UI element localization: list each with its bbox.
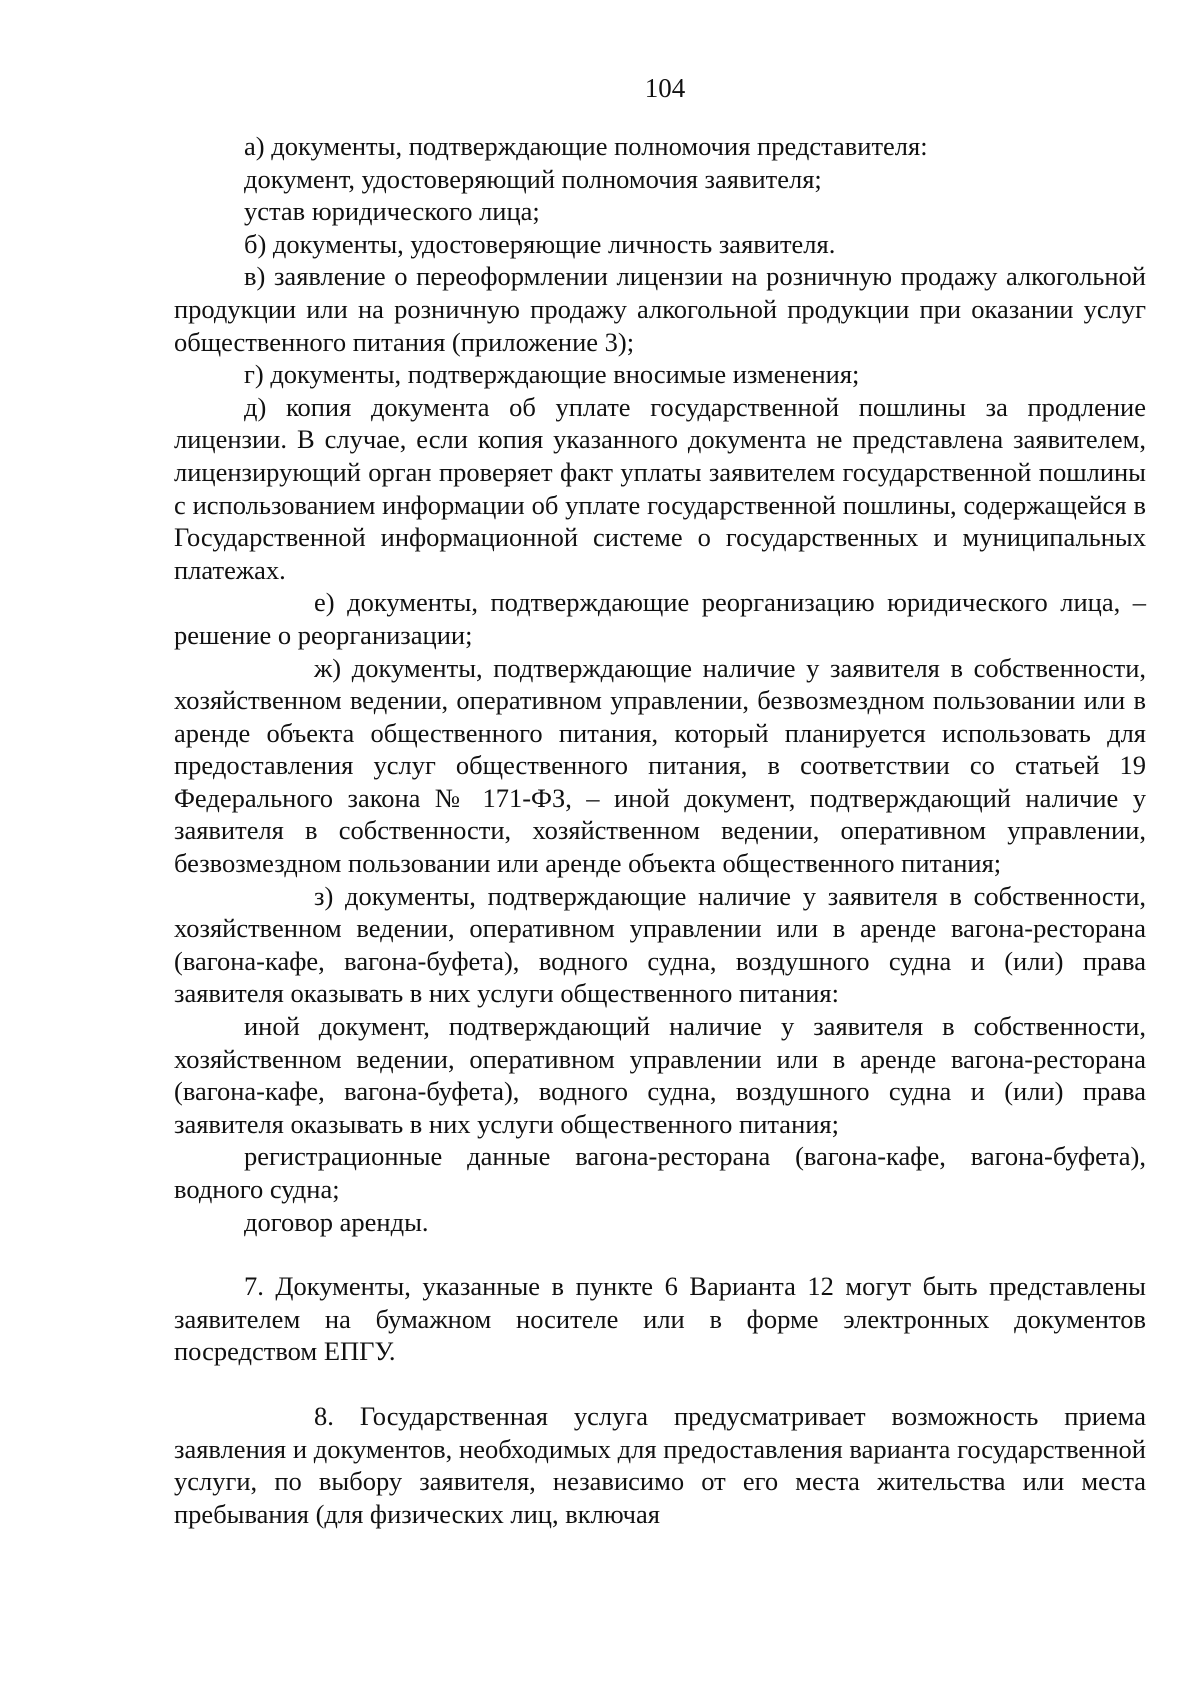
paragraph-8-text: Государственная услуга предусматривает возможность приема заявления и документов, необходимых для предоставления варианта государственной услуги, по выбору заявителя, независимо от его места жительства или места пребывания (для физических лиц, включая bbox=[174, 1400, 1147, 1529]
paragraph-7: 7. Документы, указанные в пункте 6 Варианта 12 могут быть представлены заявителем на бумажном носителе или в форме электронных документов посредством ЕПГУ. bbox=[174, 1271, 1146, 1367]
document-body bbox=[174, 130, 1146, 1530]
paragraph-a: а) документы, подтверждающие полномочия представителя: bbox=[244, 131, 928, 161]
section-gap bbox=[174, 1238, 1146, 1270]
page-number: 104 bbox=[644, 73, 686, 103]
paragraph-e bbox=[174, 586, 1146, 651]
paragraph-v: в) заявление о переоформлении лицензии на розничную продажу алкогольной продукции или на розничную продажу алкогольной продукции при оказании услуг общественного питания (приложение 3); bbox=[174, 261, 1146, 357]
paragraph-zh-marker: ж) bbox=[314, 652, 342, 683]
paragraph-b: б) документы, удостоверяющие личность заявителя. bbox=[244, 228, 836, 259]
paragraph-d: д) копия документа об уплате государственной пошлины за продление лицензии. В случае, если копия указанного документа не представлена заявителем, лицензирующий орган проверяет факт уплаты заявителем государственной пошлины с использованием информации об уплате государственной пошлины, содержащейся в Государственной информационной системе о государственных и муниципальных платежах. bbox=[174, 391, 1146, 585]
paragraph-e-text: документы, подтверждающие реорганизацию юридического лица, – решение о реорганизации; bbox=[174, 587, 1146, 650]
paragraph-z-item-2: регистрационные данные вагона-ресторана (вагона-кафе, вагона-буфета), водного судна; bbox=[174, 1141, 1146, 1204]
paragraph-z-marker: з) bbox=[314, 880, 334, 911]
paragraph-z bbox=[174, 880, 1146, 1010]
paragraph-8 bbox=[174, 1400, 1146, 1530]
paragraph-g: г) документы, подтверждающие вносимые изменения; bbox=[244, 359, 860, 390]
paragraph-z-item-3: договор аренды. bbox=[244, 1206, 429, 1237]
paragraph-z-item-1: иной документ, подтверждающий наличие у заявителя в собственности, хозяйственном ведении, оперативном управлении или в аренде вагона-ресторана (вагона-кафе, вагона-буфета), водного судна, воздушного судна и (или) права заявителя оказывать в них услуги общественного питания; bbox=[174, 1011, 1146, 1139]
paragraph-e-marker: е) bbox=[314, 587, 335, 618]
paragraph-8-marker: 8. bbox=[314, 1400, 334, 1431]
paragraph-zh-text: документы, подтверждающие наличие у заявителя в собственности, хозяйственном ведении, оперативном управлении, безвозмездном пользовании или в аренде объекта общественного питания, который планируется использовать для предоставления услуг общественного питания, в соответствии со статьей 19 Федерального закона № 171-ФЗ, – иной документ, подтверждающий наличие у заявителя в собственности, хозяйственном ведении, оперативном управлении, безвозмездном пользовании или аренде объекта общественного питания; bbox=[174, 652, 1146, 879]
paragraph-a-item-1: документ, удостоверяющий полномочия заявителя; bbox=[244, 163, 822, 194]
paragraph-a-item-2: устав юридического лица; bbox=[244, 196, 540, 227]
paragraph-z-text: документы, подтверждающие наличие у заявителя в собственности, хозяйственном ведении, оперативном управлении или в аренде вагона-ресторана (вагона-кафе, вагона-буфета), водного судна, воздушного судна и (или) права заявителя оказывать в них услуги общественного питания: bbox=[174, 880, 1147, 1009]
section-gap bbox=[174, 1368, 1146, 1400]
paragraph-zh bbox=[174, 652, 1146, 880]
